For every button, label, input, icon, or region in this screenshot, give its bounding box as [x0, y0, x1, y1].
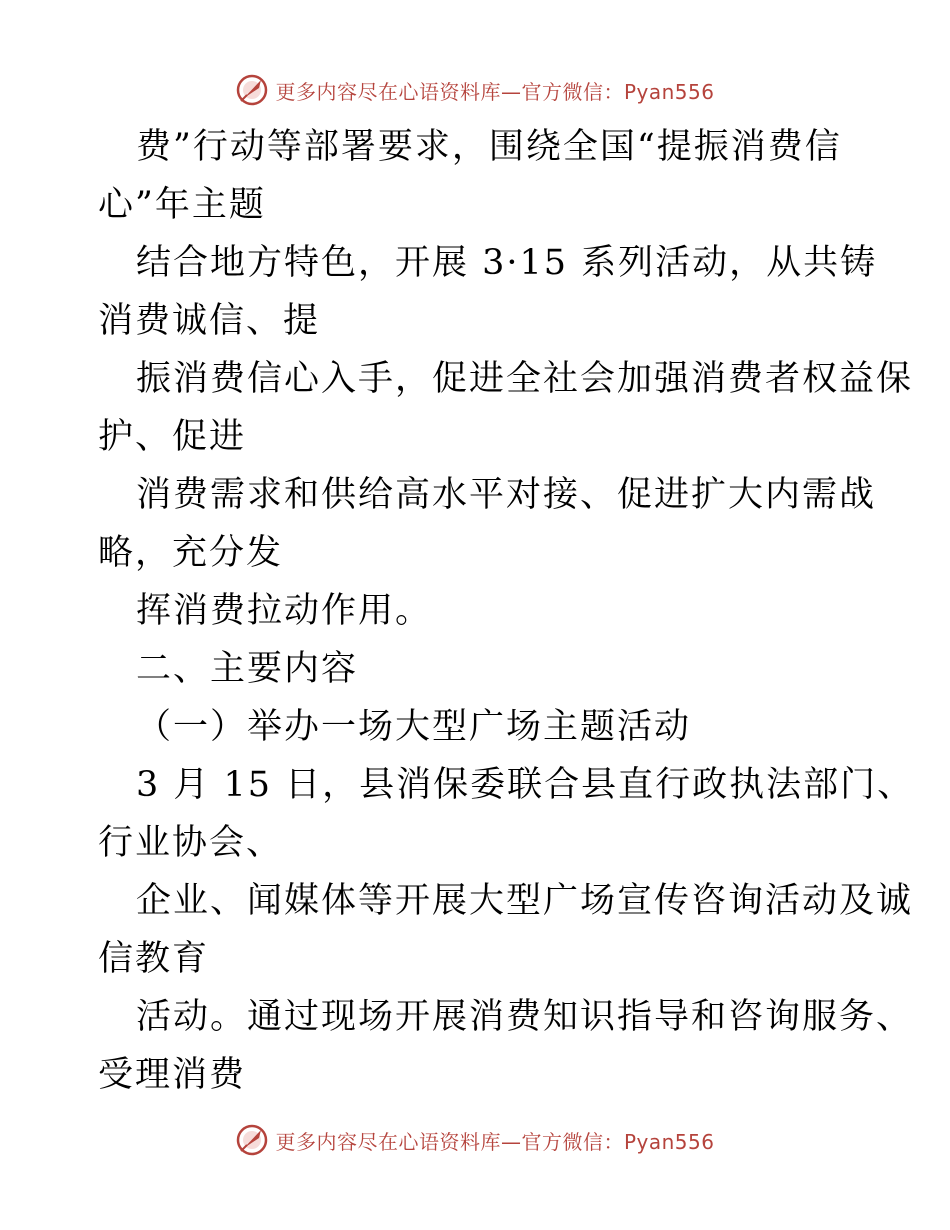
text-line: 费”行动等部署要求，围绕全国“提振消费信	[136, 127, 842, 167]
text-line: 受理消费	[98, 1055, 247, 1095]
subsection-heading: （一）举办一场大型广场主题活动	[136, 707, 692, 747]
text-line: 企业、闻媒体等开展大型广场宣传咨询活动及诚	[136, 881, 914, 921]
text-line: 护、促进	[98, 417, 247, 457]
text-line: 挥消费拉动作用。	[136, 591, 433, 631]
text-line: 消费需求和供给高水平对接、促进扩大内需战	[136, 475, 877, 515]
text-line: 活动。通过现场开展消费知识指导和咨询服务、	[136, 997, 914, 1037]
document-body	[98, 118, 915, 1104]
text-line: 略，充分发	[98, 533, 284, 573]
text-line: 3 月 15 日，县消保委联合县直行政执法部门、	[136, 765, 915, 805]
text-line: 信教育	[98, 939, 210, 979]
text-line: 结合地方特色，开展 3·15 系列活动，从共铸	[136, 243, 878, 283]
watermark-text: 更多内容尽在心语资料库—官方微信：Pyan556	[275, 1129, 715, 1154]
text-line: 振消费信心入手，促进全社会加强消费者权益保	[136, 359, 914, 399]
quill-in-circle-icon	[235, 1123, 269, 1157]
text-line: 行业协会、	[98, 823, 284, 863]
section-heading: 二、主要内容	[136, 649, 359, 689]
text-line: 心”年主题	[98, 185, 266, 225]
header-watermark	[0, 70, 950, 110]
quill-in-circle-icon	[235, 73, 269, 107]
footer-watermark	[0, 1120, 950, 1160]
text-line: 消费诚信、提	[98, 301, 321, 341]
watermark-text: 更多内容尽在心语资料库—官方微信：Pyan556	[275, 79, 715, 104]
